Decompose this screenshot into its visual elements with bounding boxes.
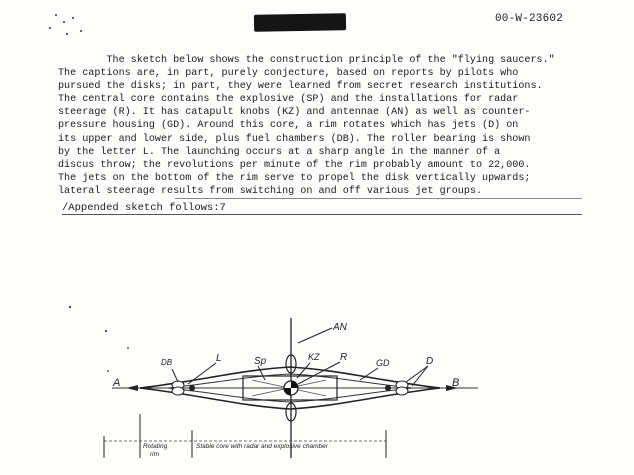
body-line: The jets on the bottom of the rim serve to propel the disk vertically upwards; (58, 172, 531, 184)
roller-bearing-right (385, 385, 391, 391)
label-r: R (340, 352, 348, 363)
document-number: 00-W-23602 (495, 13, 564, 25)
radar-hub-fill (284, 388, 291, 395)
scan-speck (127, 347, 129, 349)
body-line: steerage (R). It has catapult knobs (KZ) and antennae (AN) as well as counter- (58, 107, 531, 119)
scan-rule-line (62, 214, 582, 215)
body-line: pressure housing (GD). Around this core, a rim rotates which has jets (D) on (58, 120, 519, 132)
radar-hub-fill (291, 381, 298, 388)
scan-speck (107, 370, 109, 372)
body-line: by the letter L. The launching occurs at a sharp angle in the manner of a (58, 146, 501, 158)
body-line: lateral steerage results from switching on and off various jet groups. (58, 185, 483, 197)
label-db: DB (161, 358, 173, 367)
scan-speck (66, 33, 68, 35)
label-l: L (216, 353, 222, 364)
leader-sp (258, 366, 265, 380)
body-line: pursued the disks; in part, they were learned from secret research institutions. (58, 81, 543, 93)
leader-l (188, 363, 216, 384)
body-line: The central core contains the explosive (SP) and the installations for radar (58, 94, 519, 106)
label-an: AN (333, 322, 347, 333)
scan-speck (49, 27, 51, 29)
appended-sketch-note: /Appended sketch follows:7 (62, 202, 226, 214)
scan-speck (69, 306, 71, 308)
caption-rotating-rim: Rotating (143, 443, 168, 450)
roller-bearing-left (189, 385, 195, 391)
redaction-bar (254, 13, 346, 32)
scan-speck (105, 330, 107, 332)
label-kz: KZ (308, 352, 320, 362)
label-a: A (113, 377, 121, 389)
body-paragraph (58, 54, 578, 198)
leader-db (172, 369, 178, 382)
scan-speck (63, 21, 65, 23)
body-line: The sketch below shows the construction principle of the "flying saucers." (58, 55, 555, 66)
arrow-a-icon (126, 385, 138, 391)
fuel-chamber-left (172, 387, 184, 395)
label-d: D (426, 356, 434, 367)
caption-stable-core: Stable core with radar and explosive chamber (196, 443, 328, 450)
label-b: B (452, 377, 460, 389)
leader-r (298, 362, 340, 384)
caption-rotating-rim: rim (150, 451, 160, 458)
flying-saucer-sketch (0, 300, 634, 475)
label-sp: Sp (254, 356, 267, 367)
body-line: discus throw; the revolutions per minute of the rim probably amount to 22,000. (58, 159, 531, 171)
scan-speck (72, 17, 74, 19)
scan-speck (55, 14, 57, 16)
leader-an (298, 328, 332, 343)
label-gd: GD (376, 358, 390, 368)
body-line: its upper and lower side, plus fuel chambers (DB). The roller bearing is shown (58, 133, 531, 145)
body-line: The captions are, in part, purely conjecture, based on reports by pilots who (58, 68, 519, 80)
scan-rule-line (175, 198, 582, 199)
scan-speck (80, 30, 82, 32)
jet-right (396, 387, 408, 395)
